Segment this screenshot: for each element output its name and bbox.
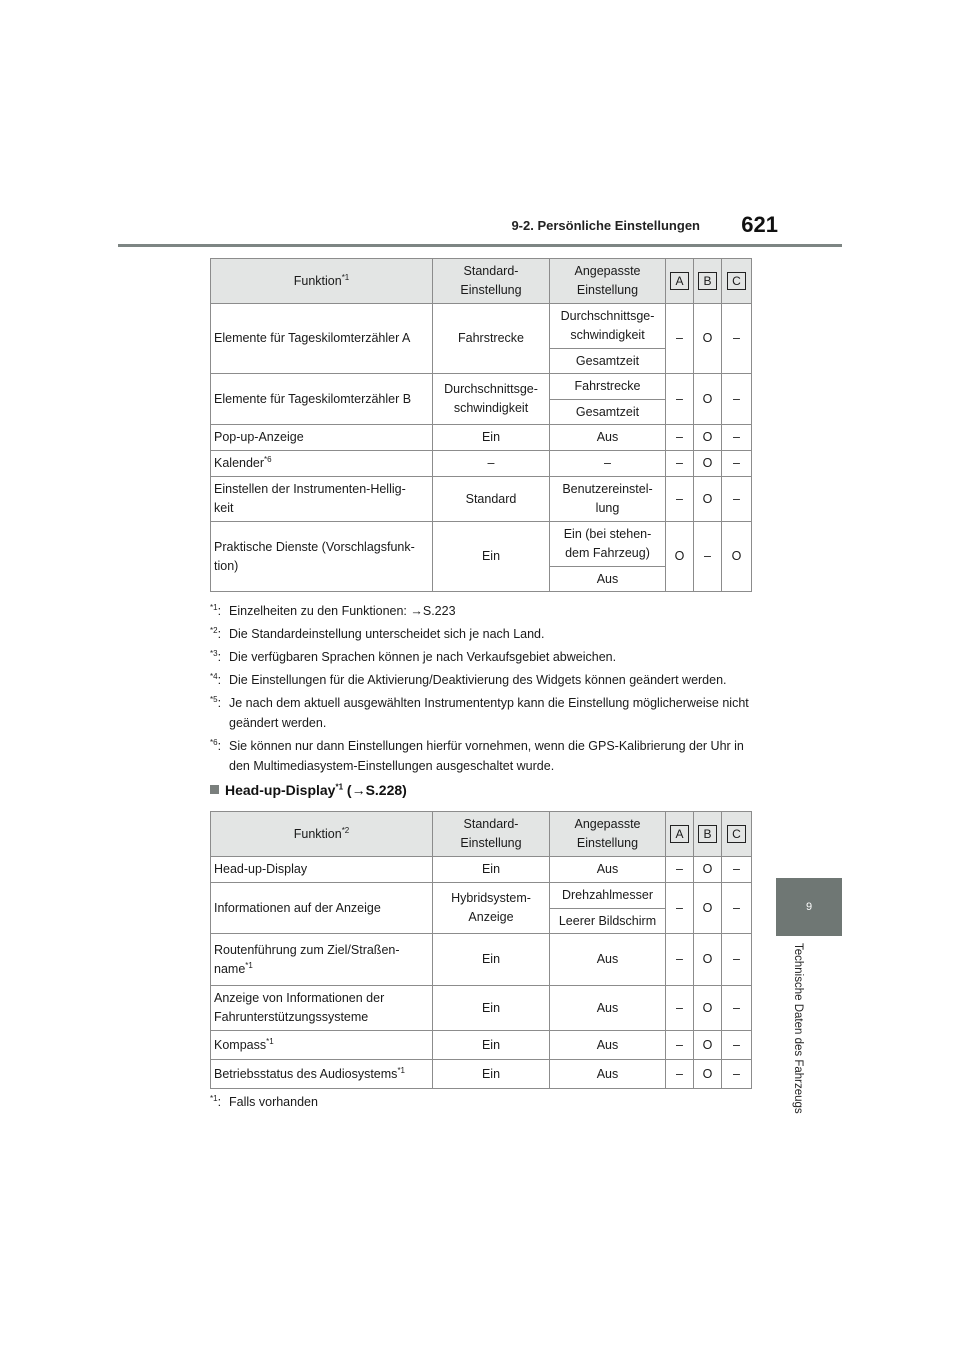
section-heading-head-up-display: Head-up-Display$^{*1}$ (→S.228)	[210, 782, 407, 798]
table-cell-c: –	[722, 883, 752, 934]
header-b: B	[694, 812, 722, 857]
table-cell-standard: Standard	[433, 477, 550, 522]
table-cell-option: Drehzahlmesser	[550, 883, 666, 909]
table-cell-b: O	[694, 304, 722, 374]
table-cell-a: –	[666, 1060, 694, 1089]
table-cell-b: O	[694, 477, 722, 522]
table-cell-funktion: Anzeige von Informationen der Fahrunterstützungssysteme	[211, 986, 433, 1031]
table-cell-b: O	[694, 451, 722, 477]
table-cell-option: Benutzereinstel- lung	[550, 477, 666, 522]
table-cell-option: Aus	[550, 425, 666, 451]
table-cell-a: O	[666, 522, 694, 592]
table-cell-a: –	[666, 374, 694, 425]
footnote: $^{*1}$: Einzelheiten zu den Funktionen: →S.223	[210, 602, 456, 618]
table-cell-funktion: Elemente für Tageskilomterzähler A	[211, 304, 433, 374]
table-cell-funktion: Head-up-Display	[211, 857, 433, 883]
table-cell-b: O	[694, 857, 722, 883]
table-cell-a: –	[666, 425, 694, 451]
header-b: B	[694, 259, 722, 304]
footnote: $^{*1}$: Falls vorhanden	[210, 1093, 318, 1109]
footnote: $^{*4}$: Die Einstellungen für die Aktivierung/Deaktivierung des Widgets können geändert werden.	[210, 671, 727, 687]
page-number: 621	[741, 212, 778, 237]
table-cell-standard: Durchschnittsge- schwindigkeit	[433, 374, 550, 425]
table-cell-a: –	[666, 477, 694, 522]
table-cell-b: O	[694, 1060, 722, 1089]
page-header-section: 9-2. Persönliche Einstellungen	[511, 218, 700, 233]
chapter-number: 9	[805, 901, 813, 913]
settings-table-1	[210, 258, 752, 592]
header-standard: Standard- Einstellung	[433, 259, 550, 304]
table-cell-a: –	[666, 934, 694, 986]
header-rule	[118, 244, 842, 247]
footnote: $^{*2}$: Die Standardeinstellung unterscheidet sich je nach Land.	[210, 625, 545, 641]
table-cell-option: Leerer Bildschirm	[550, 909, 666, 934]
table-cell-option: Aus	[550, 986, 666, 1031]
table-cell-b: O	[694, 934, 722, 986]
table-cell-option: Gesamtzeit	[550, 349, 666, 374]
footnotes-1	[210, 601, 750, 779]
table-cell-c: –	[722, 425, 752, 451]
table-cell-funktion: Kalender$^{*6}$	[211, 451, 433, 477]
header-c: C	[722, 259, 752, 304]
table-cell-a: –	[666, 304, 694, 374]
table-cell-standard: Hybridsystem- Anzeige	[433, 883, 550, 934]
table-cell-b: O	[694, 986, 722, 1031]
table-cell-funktion: Pop-up-Anzeige	[211, 425, 433, 451]
table-cell-b: –	[694, 522, 722, 592]
table-cell-option: Aus	[550, 1031, 666, 1060]
footnotes-2	[210, 1092, 750, 1115]
header-angepasst: Angepasste Einstellung	[550, 812, 666, 857]
header-c: C	[722, 812, 752, 857]
table-cell-standard: Ein	[433, 1031, 550, 1060]
table-cell-c: –	[722, 304, 752, 374]
table-cell-option: Durchschnittsge- schwindigkeit	[550, 304, 666, 349]
table-cell-option: Fahrstrecke	[550, 374, 666, 400]
chapter-title: Technische Daten des Fahrzeugs	[792, 943, 804, 1114]
table-cell-c: –	[722, 986, 752, 1031]
table-cell-a: –	[666, 857, 694, 883]
footnote: $^{*5}$: Je nach dem aktuell ausgewählten Instrumententyp kann die Einstellung möglicherweise nicht geändert werden.	[210, 694, 749, 730]
table-cell-option: Aus	[550, 1060, 666, 1089]
table-cell-a: –	[666, 883, 694, 934]
footnote: $^{*3}$: Die verfügbaren Sprachen können je nach Verkaufsgebiet abweichen.	[210, 648, 617, 664]
table-cell-funktion: Kompass$^{*1}$	[211, 1031, 433, 1060]
table-cell-standard: Ein	[433, 934, 550, 986]
table-cell-c: –	[722, 374, 752, 425]
table-cell-standard: Ein	[433, 986, 550, 1031]
table-cell-option: Aus	[550, 857, 666, 883]
table-cell-funktion: Einstellen der Instrumenten-Hellig- keit	[211, 477, 433, 522]
chapter-side-label	[790, 943, 804, 1113]
table-cell-funktion: Routenführung zum Ziel/Straßen- name$^{*1}$	[211, 934, 433, 986]
table-cell-standard: Ein	[433, 522, 550, 592]
table-cell-option: Aus	[550, 934, 666, 986]
table-cell-c: –	[722, 1031, 752, 1060]
table-cell-b: O	[694, 1031, 722, 1060]
table-cell-option: Ein (bei stehen- dem Fahrzeug)	[550, 522, 666, 567]
header-a: A	[666, 812, 694, 857]
header-angepasst: Angepasste Einstellung	[550, 259, 666, 304]
table-cell-b: O	[694, 425, 722, 451]
table-cell-funktion: Betriebsstatus des Audiosystems$^{*1}$	[211, 1060, 433, 1089]
table-cell-c: –	[722, 934, 752, 986]
table-cell-b: O	[694, 883, 722, 934]
table-cell-standard: Fahrstrecke	[433, 304, 550, 374]
header-standard: Standard- Einstellung	[433, 812, 550, 857]
table-cell-standard: Ein	[433, 1060, 550, 1089]
table-cell-c: O	[722, 522, 752, 592]
table-cell-option: –	[550, 451, 666, 477]
table-cell-standard: Ein	[433, 425, 550, 451]
table-cell-a: –	[666, 451, 694, 477]
table-cell-standard: –	[433, 451, 550, 477]
table-cell-option: Aus	[550, 567, 666, 592]
table-cell-a: –	[666, 1031, 694, 1060]
chapter-tab	[776, 878, 842, 936]
table-cell-funktion: Informationen auf der Anzeige	[211, 883, 433, 934]
table-cell-standard: Ein	[433, 857, 550, 883]
footnote: $^{*6}$: Sie können nur dann Einstellungen hierfür vornehmen, wenn die GPS-Kalibrierung der Uhr in den Multimediasystem-Einstellungen ausgeschaltet wurde.	[210, 737, 744, 773]
square-bullet-icon	[210, 785, 219, 794]
table-cell-c: –	[722, 477, 752, 522]
header-funktion: Funktion$^{*1}$	[211, 259, 433, 304]
header-a: A	[666, 259, 694, 304]
table-cell-funktion: Praktische Dienste (Vorschlagsfunk- tion)	[211, 522, 433, 592]
table-cell-c: –	[722, 857, 752, 883]
settings-table-2	[210, 811, 752, 1089]
header-funktion: Funktion$^{*2}$	[211, 812, 433, 857]
table-cell-c: –	[722, 1060, 752, 1089]
table-cell-c: –	[722, 451, 752, 477]
table-cell-a: –	[666, 986, 694, 1031]
table-cell-b: O	[694, 374, 722, 425]
table-cell-funktion: Elemente für Tageskilomterzähler B	[211, 374, 433, 425]
table-cell-option: Gesamtzeit	[550, 400, 666, 425]
